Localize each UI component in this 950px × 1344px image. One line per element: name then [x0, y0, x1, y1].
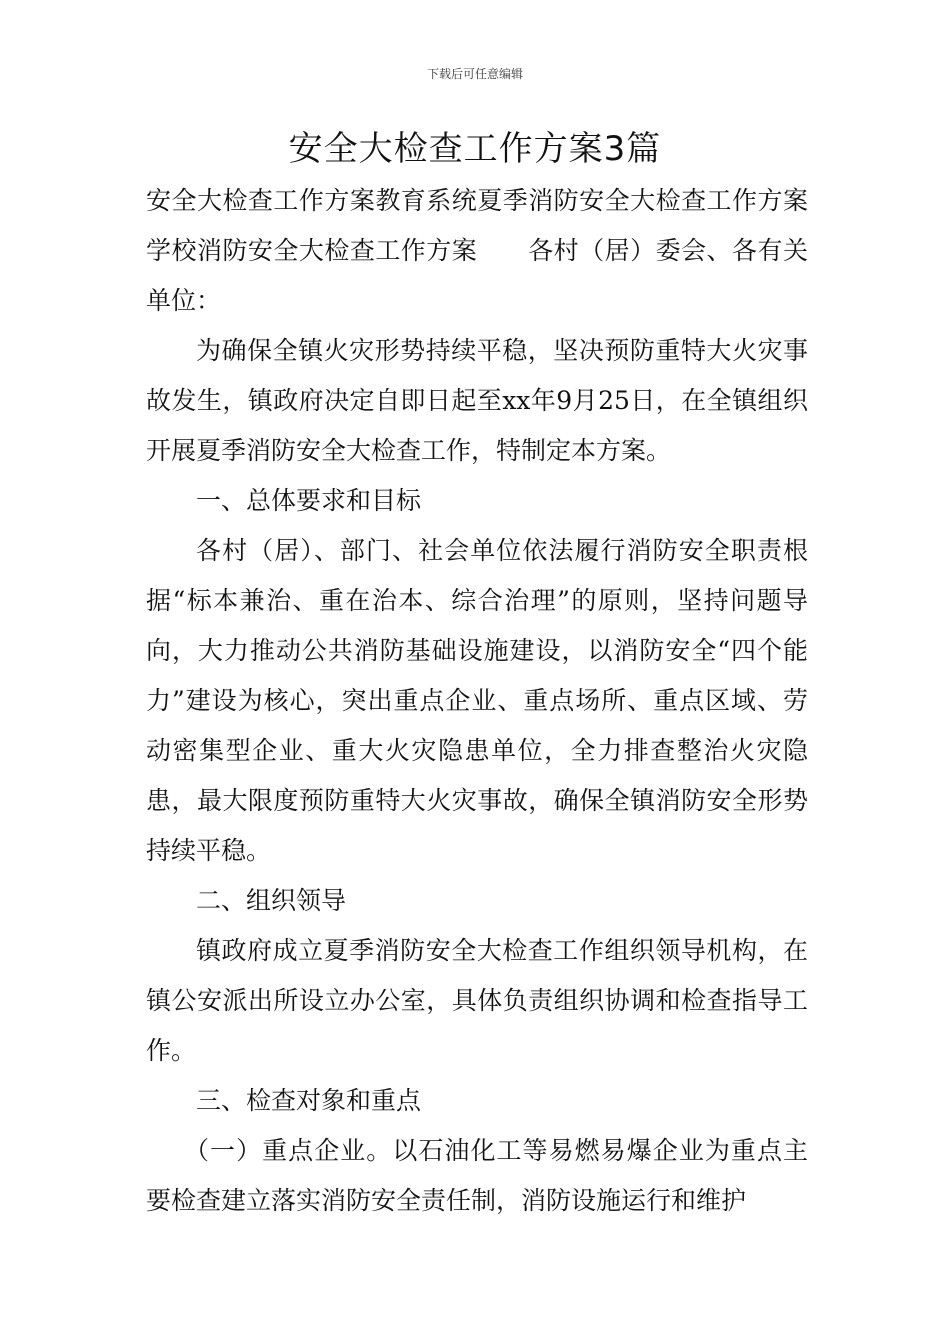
section-body-1: 各村（居）、部门、社会单位依法履行消防安全职责根据“标本兼治、重在治本、综合治理”的原则，坚持问题导向，大力推动公共消防基础设施建设，以消防安全“四个能力”建设为核心，突出重点企业、重点场所、重点区域、劳动密集型企业、重大火灾隐患单位，全力排查整治火灾隐患，最大限度预防重特大火灾事故，确保全镇消防安全形势持续平稳。: [146, 536, 808, 865]
section-heading-2: 二、组织领导: [196, 886, 347, 915]
section-heading-1: 一、总体要求和目标: [196, 486, 422, 515]
section-body-2: 镇政府成立夏季消防安全大检查工作组织领导机构，在镇公安派出所设立办公室，具体负责组织协调和检查指导工作。: [146, 936, 808, 1065]
document-title: 安全大检查工作方案3篇: [288, 129, 662, 169]
document-body: [146, 176, 808, 1226]
intro-paragraph: 安全大检查工作方案教育系统夏季消防安全大检查工作方案学校消防安全大检查工作方案 各村（居）委会、各有关单位：: [146, 186, 808, 315]
section-heading-3: 三、检查对象和重点: [196, 1086, 422, 1115]
page-header-note: 下载后可任意编辑: [426, 67, 523, 81]
section-item-1: （一）重点企业。以石油化工等易燃易爆企业为重点主要检查建立落实消防安全责任制，消防设施运行和维护: [146, 1136, 808, 1215]
paragraph-purpose: 为确保全镇火灾形势持续平稳，坚决预防重特大火灾事故发生，镇政府决定自即日起至xx年9月25日，在全镇组织开展夏季消防安全大检查工作，特制定本方案。: [146, 336, 808, 465]
